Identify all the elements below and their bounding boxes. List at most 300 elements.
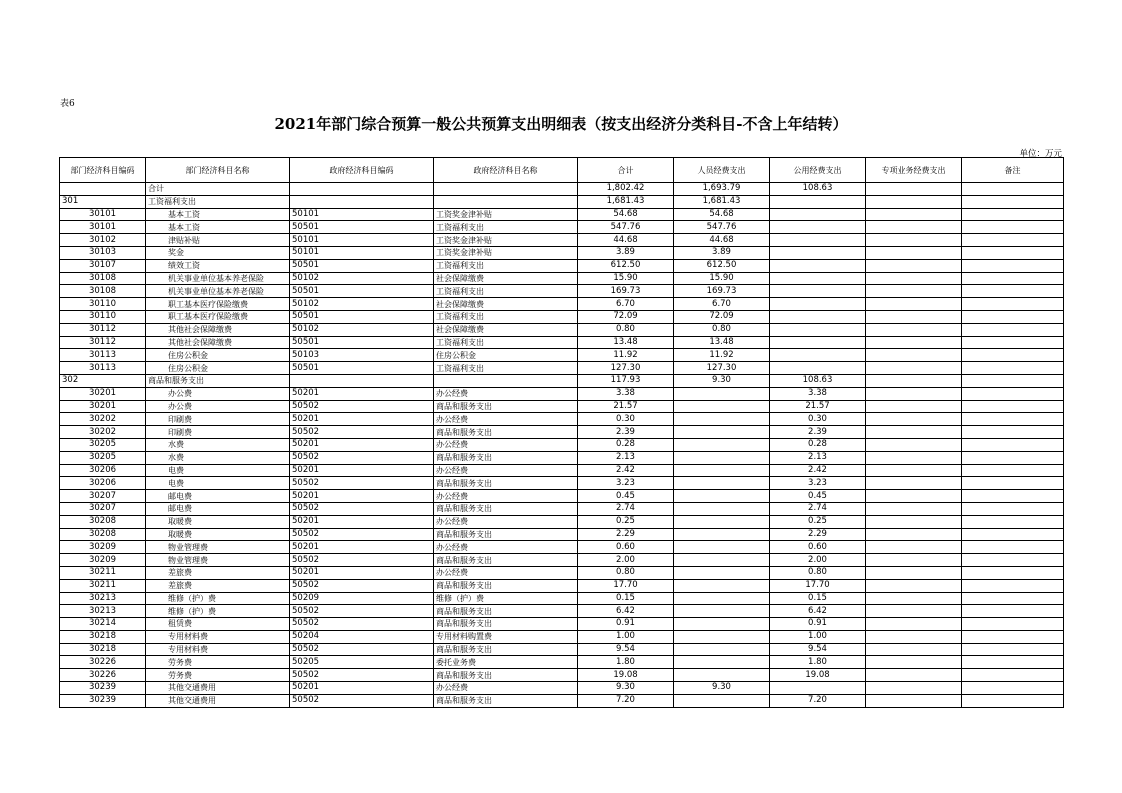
notes-cell bbox=[962, 374, 1064, 387]
gov-code-cell: 50502 bbox=[290, 694, 434, 707]
special-cell bbox=[866, 298, 962, 311]
personnel-cell bbox=[674, 605, 770, 618]
public-cell: 2.39 bbox=[770, 426, 866, 439]
table-row bbox=[60, 259, 1064, 272]
total-cell: 0.91 bbox=[578, 618, 674, 631]
gov-name-cell: 商品和服务支出 bbox=[434, 618, 578, 631]
notes-cell bbox=[962, 259, 1064, 272]
notes-cell bbox=[962, 618, 1064, 631]
special-cell bbox=[866, 618, 962, 631]
total-cell: 0.25 bbox=[578, 515, 674, 528]
notes-cell bbox=[962, 221, 1064, 234]
dept-name-cell: 邮电费 bbox=[146, 502, 290, 515]
gov-code-cell: 50501 bbox=[290, 259, 434, 272]
gov-name-cell: 商品和服务支出 bbox=[434, 554, 578, 567]
table-row bbox=[60, 221, 1064, 234]
notes-cell bbox=[962, 349, 1064, 362]
gov-code-cell: 50502 bbox=[290, 451, 434, 464]
gov-name-cell: 商品和服务支出 bbox=[434, 477, 578, 490]
personnel-cell: 547.76 bbox=[674, 221, 770, 234]
gov-name-cell: 工资福利支出 bbox=[434, 285, 578, 298]
special-cell bbox=[866, 246, 962, 259]
dept-name-cell: 印刷费 bbox=[146, 413, 290, 426]
public-cell: 108.63 bbox=[770, 183, 866, 196]
public-cell bbox=[770, 246, 866, 259]
personnel-cell: 13.48 bbox=[674, 336, 770, 349]
dept-code-cell: 30207 bbox=[60, 490, 146, 503]
dept-name-cell: 职工基本医疗保险缴费 bbox=[146, 298, 290, 311]
table-row bbox=[60, 310, 1064, 323]
table-row bbox=[60, 541, 1064, 554]
special-cell bbox=[866, 374, 962, 387]
total-cell: 2.39 bbox=[578, 426, 674, 439]
table-row bbox=[60, 323, 1064, 336]
table-row bbox=[60, 246, 1064, 259]
personnel-cell: 11.92 bbox=[674, 349, 770, 362]
table-row bbox=[60, 451, 1064, 464]
gov-code-cell: 50201 bbox=[290, 541, 434, 554]
dept-name-cell: 其他交通费用 bbox=[146, 694, 290, 707]
gov-name-cell bbox=[434, 374, 578, 387]
notes-cell bbox=[962, 579, 1064, 592]
col-header-total: 合计 bbox=[578, 158, 674, 183]
personnel-cell bbox=[674, 490, 770, 503]
notes-cell bbox=[962, 464, 1064, 477]
special-cell bbox=[866, 234, 962, 247]
gov-name-cell: 专用材料购置费 bbox=[434, 630, 578, 643]
gov-code-cell: 50201 bbox=[290, 566, 434, 579]
dept-code-cell: 30113 bbox=[60, 362, 146, 375]
special-cell bbox=[866, 502, 962, 515]
public-cell: 6.42 bbox=[770, 605, 866, 618]
public-cell: 0.25 bbox=[770, 515, 866, 528]
public-cell: 1.00 bbox=[770, 630, 866, 643]
dept-name-cell: 水费 bbox=[146, 438, 290, 451]
personnel-cell bbox=[674, 477, 770, 490]
public-cell: 0.28 bbox=[770, 438, 866, 451]
dept-code-cell: 30112 bbox=[60, 323, 146, 336]
gov-code-cell: 50501 bbox=[290, 362, 434, 375]
special-cell bbox=[866, 221, 962, 234]
special-cell bbox=[866, 682, 962, 695]
special-cell bbox=[866, 426, 962, 439]
dept-name-cell: 办公费 bbox=[146, 387, 290, 400]
notes-cell bbox=[962, 234, 1064, 247]
gov-name-cell: 工资奖金津补贴 bbox=[434, 234, 578, 247]
dept-name-cell: 奖金 bbox=[146, 246, 290, 259]
notes-cell bbox=[962, 490, 1064, 503]
personnel-cell bbox=[674, 541, 770, 554]
notes-cell bbox=[962, 362, 1064, 375]
notes-cell bbox=[962, 208, 1064, 221]
table-row bbox=[60, 490, 1064, 503]
gov-name-cell: 工资奖金津补贴 bbox=[434, 208, 578, 221]
total-cell: 2.29 bbox=[578, 528, 674, 541]
gov-name-cell: 工资奖金津补贴 bbox=[434, 246, 578, 259]
special-cell bbox=[866, 464, 962, 477]
table-row bbox=[60, 285, 1064, 298]
col-header-special: 专项业务经费支出 bbox=[866, 158, 962, 183]
dept-name-cell: 其他社会保障缴费 bbox=[146, 336, 290, 349]
personnel-cell bbox=[674, 656, 770, 669]
dept-name-cell: 取暖费 bbox=[146, 528, 290, 541]
gov-code-cell: 50502 bbox=[290, 669, 434, 682]
total-cell: 3.23 bbox=[578, 477, 674, 490]
special-cell bbox=[866, 566, 962, 579]
personnel-cell bbox=[674, 566, 770, 579]
table-row bbox=[60, 183, 1064, 196]
gov-code-cell: 50501 bbox=[290, 310, 434, 323]
gov-code-cell: 50102 bbox=[290, 323, 434, 336]
personnel-cell bbox=[674, 438, 770, 451]
gov-name-cell: 商品和服务支出 bbox=[434, 605, 578, 618]
dept-code-cell: 30214 bbox=[60, 618, 146, 631]
gov-name-cell bbox=[434, 195, 578, 208]
gov-name-cell: 办公经费 bbox=[434, 515, 578, 528]
gov-code-cell: 50502 bbox=[290, 502, 434, 515]
public-cell bbox=[770, 362, 866, 375]
public-cell: 0.45 bbox=[770, 490, 866, 503]
dept-code-cell: 30110 bbox=[60, 298, 146, 311]
dept-code-cell: 30201 bbox=[60, 387, 146, 400]
total-cell: 17.70 bbox=[578, 579, 674, 592]
dept-code-cell: 30101 bbox=[60, 208, 146, 221]
total-cell: 1,681.43 bbox=[578, 195, 674, 208]
personnel-cell bbox=[674, 400, 770, 413]
special-cell bbox=[866, 387, 962, 400]
notes-cell bbox=[962, 285, 1064, 298]
col-header-dept-code: 部门经济科目编码 bbox=[60, 158, 146, 183]
table-row bbox=[60, 438, 1064, 451]
total-cell: 1,802.42 bbox=[578, 183, 674, 196]
budget-table bbox=[59, 157, 1064, 708]
public-cell bbox=[770, 221, 866, 234]
notes-cell bbox=[962, 246, 1064, 259]
gov-name-cell: 工资福利支出 bbox=[434, 336, 578, 349]
dept-name-cell: 专用材料费 bbox=[146, 630, 290, 643]
total-cell: 72.09 bbox=[578, 310, 674, 323]
gov-code-cell: 50501 bbox=[290, 221, 434, 234]
special-cell bbox=[866, 541, 962, 554]
public-cell: 0.60 bbox=[770, 541, 866, 554]
dept-code-cell: 30108 bbox=[60, 285, 146, 298]
table-row bbox=[60, 413, 1064, 426]
table-row bbox=[60, 234, 1064, 247]
dept-name-cell: 津贴补贴 bbox=[146, 234, 290, 247]
notes-cell bbox=[962, 183, 1064, 196]
gov-name-cell: 办公经费 bbox=[434, 682, 578, 695]
dept-name-cell: 维修（护）费 bbox=[146, 592, 290, 605]
notes-cell bbox=[962, 400, 1064, 413]
special-cell bbox=[866, 643, 962, 656]
dept-code-cell: 30101 bbox=[60, 221, 146, 234]
public-cell: 3.23 bbox=[770, 477, 866, 490]
table-row bbox=[60, 566, 1064, 579]
personnel-cell bbox=[674, 426, 770, 439]
special-cell bbox=[866, 336, 962, 349]
notes-cell bbox=[962, 541, 1064, 554]
public-cell: 0.30 bbox=[770, 413, 866, 426]
dept-code-cell: 30103 bbox=[60, 246, 146, 259]
personnel-cell: 6.70 bbox=[674, 298, 770, 311]
table-row bbox=[60, 374, 1064, 387]
gov-code-cell: 50502 bbox=[290, 618, 434, 631]
personnel-cell bbox=[674, 451, 770, 464]
notes-cell bbox=[962, 669, 1064, 682]
total-cell: 1.80 bbox=[578, 656, 674, 669]
public-cell: 2.13 bbox=[770, 451, 866, 464]
personnel-cell: 1,681.43 bbox=[674, 195, 770, 208]
notes-cell bbox=[962, 656, 1064, 669]
dept-name-cell: 基本工资 bbox=[146, 221, 290, 234]
gov-code-cell: 50101 bbox=[290, 234, 434, 247]
notes-cell bbox=[962, 298, 1064, 311]
table-row bbox=[60, 643, 1064, 656]
table-row bbox=[60, 336, 1064, 349]
notes-cell bbox=[962, 528, 1064, 541]
dept-code-cell: 30207 bbox=[60, 502, 146, 515]
public-cell: 2.42 bbox=[770, 464, 866, 477]
gov-name-cell: 社会保障缴费 bbox=[434, 323, 578, 336]
public-cell bbox=[770, 349, 866, 362]
table-row bbox=[60, 349, 1064, 362]
special-cell bbox=[866, 413, 962, 426]
gov-code-cell: 50502 bbox=[290, 400, 434, 413]
notes-cell bbox=[962, 451, 1064, 464]
table-row bbox=[60, 618, 1064, 631]
dept-code-cell: 30208 bbox=[60, 528, 146, 541]
dept-code-cell: 30202 bbox=[60, 413, 146, 426]
special-cell bbox=[866, 451, 962, 464]
dept-code-cell: 30239 bbox=[60, 694, 146, 707]
total-cell: 11.92 bbox=[578, 349, 674, 362]
gov-name-cell: 工资福利支出 bbox=[434, 362, 578, 375]
dept-name-cell: 物业管理费 bbox=[146, 541, 290, 554]
gov-code-cell bbox=[290, 374, 434, 387]
notes-cell bbox=[962, 195, 1064, 208]
dept-code-cell: 30205 bbox=[60, 451, 146, 464]
total-cell: 15.90 bbox=[578, 272, 674, 285]
personnel-cell bbox=[674, 592, 770, 605]
dept-code-cell: 30211 bbox=[60, 579, 146, 592]
special-cell bbox=[866, 490, 962, 503]
table-row bbox=[60, 592, 1064, 605]
dept-name-cell: 电费 bbox=[146, 477, 290, 490]
dept-code-cell: 30226 bbox=[60, 656, 146, 669]
dept-code-cell: 30211 bbox=[60, 566, 146, 579]
personnel-cell bbox=[674, 413, 770, 426]
gov-code-cell: 50502 bbox=[290, 643, 434, 656]
col-header-public: 公用经费支出 bbox=[770, 158, 866, 183]
dept-code-cell: 30226 bbox=[60, 669, 146, 682]
total-cell: 2.13 bbox=[578, 451, 674, 464]
gov-name-cell: 社会保障缴费 bbox=[434, 272, 578, 285]
dept-code-cell: 30205 bbox=[60, 438, 146, 451]
personnel-cell: 0.80 bbox=[674, 323, 770, 336]
dept-name-cell: 租赁费 bbox=[146, 618, 290, 631]
personnel-cell bbox=[674, 502, 770, 515]
gov-name-cell: 商品和服务支出 bbox=[434, 669, 578, 682]
special-cell bbox=[866, 438, 962, 451]
dept-name-cell: 维修（护）费 bbox=[146, 605, 290, 618]
special-cell bbox=[866, 554, 962, 567]
gov-code-cell: 50205 bbox=[290, 656, 434, 669]
gov-name-cell: 办公经费 bbox=[434, 566, 578, 579]
special-cell bbox=[866, 477, 962, 490]
dept-code-cell: 30239 bbox=[60, 682, 146, 695]
col-header-notes: 备注 bbox=[962, 158, 1064, 183]
total-cell: 117.93 bbox=[578, 374, 674, 387]
gov-code-cell: 50502 bbox=[290, 528, 434, 541]
public-cell bbox=[770, 682, 866, 695]
page-title: 2021年部门综合预算一般公共预算支出明细表（按支出经济分类科目-不含上年结转） bbox=[274, 115, 848, 133]
public-cell bbox=[770, 336, 866, 349]
notes-cell bbox=[962, 336, 1064, 349]
total-cell: 612.50 bbox=[578, 259, 674, 272]
table-row bbox=[60, 515, 1064, 528]
notes-cell bbox=[962, 605, 1064, 618]
public-cell bbox=[770, 195, 866, 208]
gov-code-cell: 50502 bbox=[290, 477, 434, 490]
dept-code-cell: 30112 bbox=[60, 336, 146, 349]
special-cell bbox=[866, 400, 962, 413]
public-cell: 108.63 bbox=[770, 374, 866, 387]
dept-code-cell: 30202 bbox=[60, 426, 146, 439]
total-cell: 13.48 bbox=[578, 336, 674, 349]
gov-name-cell: 商品和服务支出 bbox=[434, 643, 578, 656]
unit-label: 单位：万元 bbox=[1019, 149, 1062, 159]
table-row bbox=[60, 208, 1064, 221]
dept-name-cell: 其他交通费用 bbox=[146, 682, 290, 695]
personnel-cell bbox=[674, 515, 770, 528]
total-cell: 9.54 bbox=[578, 643, 674, 656]
dept-code-cell: 30102 bbox=[60, 234, 146, 247]
personnel-cell: 9.30 bbox=[674, 374, 770, 387]
table-row bbox=[60, 669, 1064, 682]
gov-code-cell: 50201 bbox=[290, 413, 434, 426]
special-cell bbox=[866, 259, 962, 272]
personnel-cell: 9.30 bbox=[674, 682, 770, 695]
dept-name-cell: 机关事业单位基本养老保险 bbox=[146, 285, 290, 298]
notes-cell bbox=[962, 477, 1064, 490]
table-row bbox=[60, 362, 1064, 375]
notes-cell bbox=[962, 387, 1064, 400]
personnel-cell bbox=[674, 630, 770, 643]
table-row bbox=[60, 694, 1064, 707]
total-cell: 44.68 bbox=[578, 234, 674, 247]
public-cell: 2.00 bbox=[770, 554, 866, 567]
special-cell bbox=[866, 669, 962, 682]
special-cell bbox=[866, 323, 962, 336]
gov-name-cell bbox=[434, 183, 578, 196]
dept-name-cell: 其他社会保障缴费 bbox=[146, 323, 290, 336]
col-header-gov-code: 政府经济科目编码 bbox=[290, 158, 434, 183]
gov-code-cell: 50502 bbox=[290, 605, 434, 618]
table-row bbox=[60, 298, 1064, 311]
notes-cell bbox=[962, 502, 1064, 515]
special-cell bbox=[866, 362, 962, 375]
dept-name-cell: 电费 bbox=[146, 464, 290, 477]
total-cell: 54.68 bbox=[578, 208, 674, 221]
total-cell: 127.30 bbox=[578, 362, 674, 375]
table-row bbox=[60, 656, 1064, 669]
public-cell: 17.70 bbox=[770, 579, 866, 592]
gov-code-cell: 50103 bbox=[290, 349, 434, 362]
gov-code-cell: 50501 bbox=[290, 336, 434, 349]
gov-code-cell: 50201 bbox=[290, 438, 434, 451]
dept-name-cell: 劳务费 bbox=[146, 669, 290, 682]
gov-code-cell bbox=[290, 195, 434, 208]
personnel-cell: 44.68 bbox=[674, 234, 770, 247]
public-cell bbox=[770, 310, 866, 323]
gov-code-cell: 50101 bbox=[290, 208, 434, 221]
table-row bbox=[60, 387, 1064, 400]
dept-code-cell: 30108 bbox=[60, 272, 146, 285]
gov-code-cell: 50201 bbox=[290, 515, 434, 528]
special-cell bbox=[866, 515, 962, 528]
total-cell: 0.80 bbox=[578, 566, 674, 579]
public-cell: 1.80 bbox=[770, 656, 866, 669]
gov-name-cell: 委托业务费 bbox=[434, 656, 578, 669]
notes-cell bbox=[962, 682, 1064, 695]
total-cell: 169.73 bbox=[578, 285, 674, 298]
dept-code-cell: 30107 bbox=[60, 259, 146, 272]
dept-name-cell: 劳务费 bbox=[146, 656, 290, 669]
dept-name-cell: 水费 bbox=[146, 451, 290, 464]
gov-code-cell: 50201 bbox=[290, 464, 434, 477]
dept-name-cell: 邮电费 bbox=[146, 490, 290, 503]
special-cell bbox=[866, 579, 962, 592]
gov-code-cell: 50501 bbox=[290, 285, 434, 298]
total-cell: 21.57 bbox=[578, 400, 674, 413]
total-cell: 547.76 bbox=[578, 221, 674, 234]
special-cell bbox=[866, 605, 962, 618]
gov-code-cell bbox=[290, 183, 434, 196]
total-cell: 0.28 bbox=[578, 438, 674, 451]
special-cell bbox=[866, 630, 962, 643]
gov-name-cell: 办公经费 bbox=[434, 541, 578, 554]
dept-code-cell: 30209 bbox=[60, 541, 146, 554]
notes-cell bbox=[962, 554, 1064, 567]
public-cell: 0.80 bbox=[770, 566, 866, 579]
table-row bbox=[60, 554, 1064, 567]
total-cell: 6.70 bbox=[578, 298, 674, 311]
table-row bbox=[60, 477, 1064, 490]
gov-name-cell: 工资福利支出 bbox=[434, 221, 578, 234]
gov-name-cell: 办公经费 bbox=[434, 464, 578, 477]
total-cell: 3.38 bbox=[578, 387, 674, 400]
special-cell bbox=[866, 183, 962, 196]
notes-cell bbox=[962, 413, 1064, 426]
total-cell: 0.80 bbox=[578, 323, 674, 336]
table-row bbox=[60, 272, 1064, 285]
public-cell: 7.20 bbox=[770, 694, 866, 707]
public-cell: 0.15 bbox=[770, 592, 866, 605]
total-cell: 6.42 bbox=[578, 605, 674, 618]
gov-name-cell: 办公经费 bbox=[434, 387, 578, 400]
notes-cell bbox=[962, 426, 1064, 439]
gov-name-cell: 商品和服务支出 bbox=[434, 579, 578, 592]
notes-cell bbox=[962, 323, 1064, 336]
gov-name-cell: 维修（护）费 bbox=[434, 592, 578, 605]
gov-code-cell: 50204 bbox=[290, 630, 434, 643]
public-cell bbox=[770, 259, 866, 272]
dept-code-cell: 30201 bbox=[60, 400, 146, 413]
dept-code-cell: 30213 bbox=[60, 592, 146, 605]
col-header-gov-name: 政府经济科目名称 bbox=[434, 158, 578, 183]
public-cell: 2.29 bbox=[770, 528, 866, 541]
special-cell bbox=[866, 349, 962, 362]
